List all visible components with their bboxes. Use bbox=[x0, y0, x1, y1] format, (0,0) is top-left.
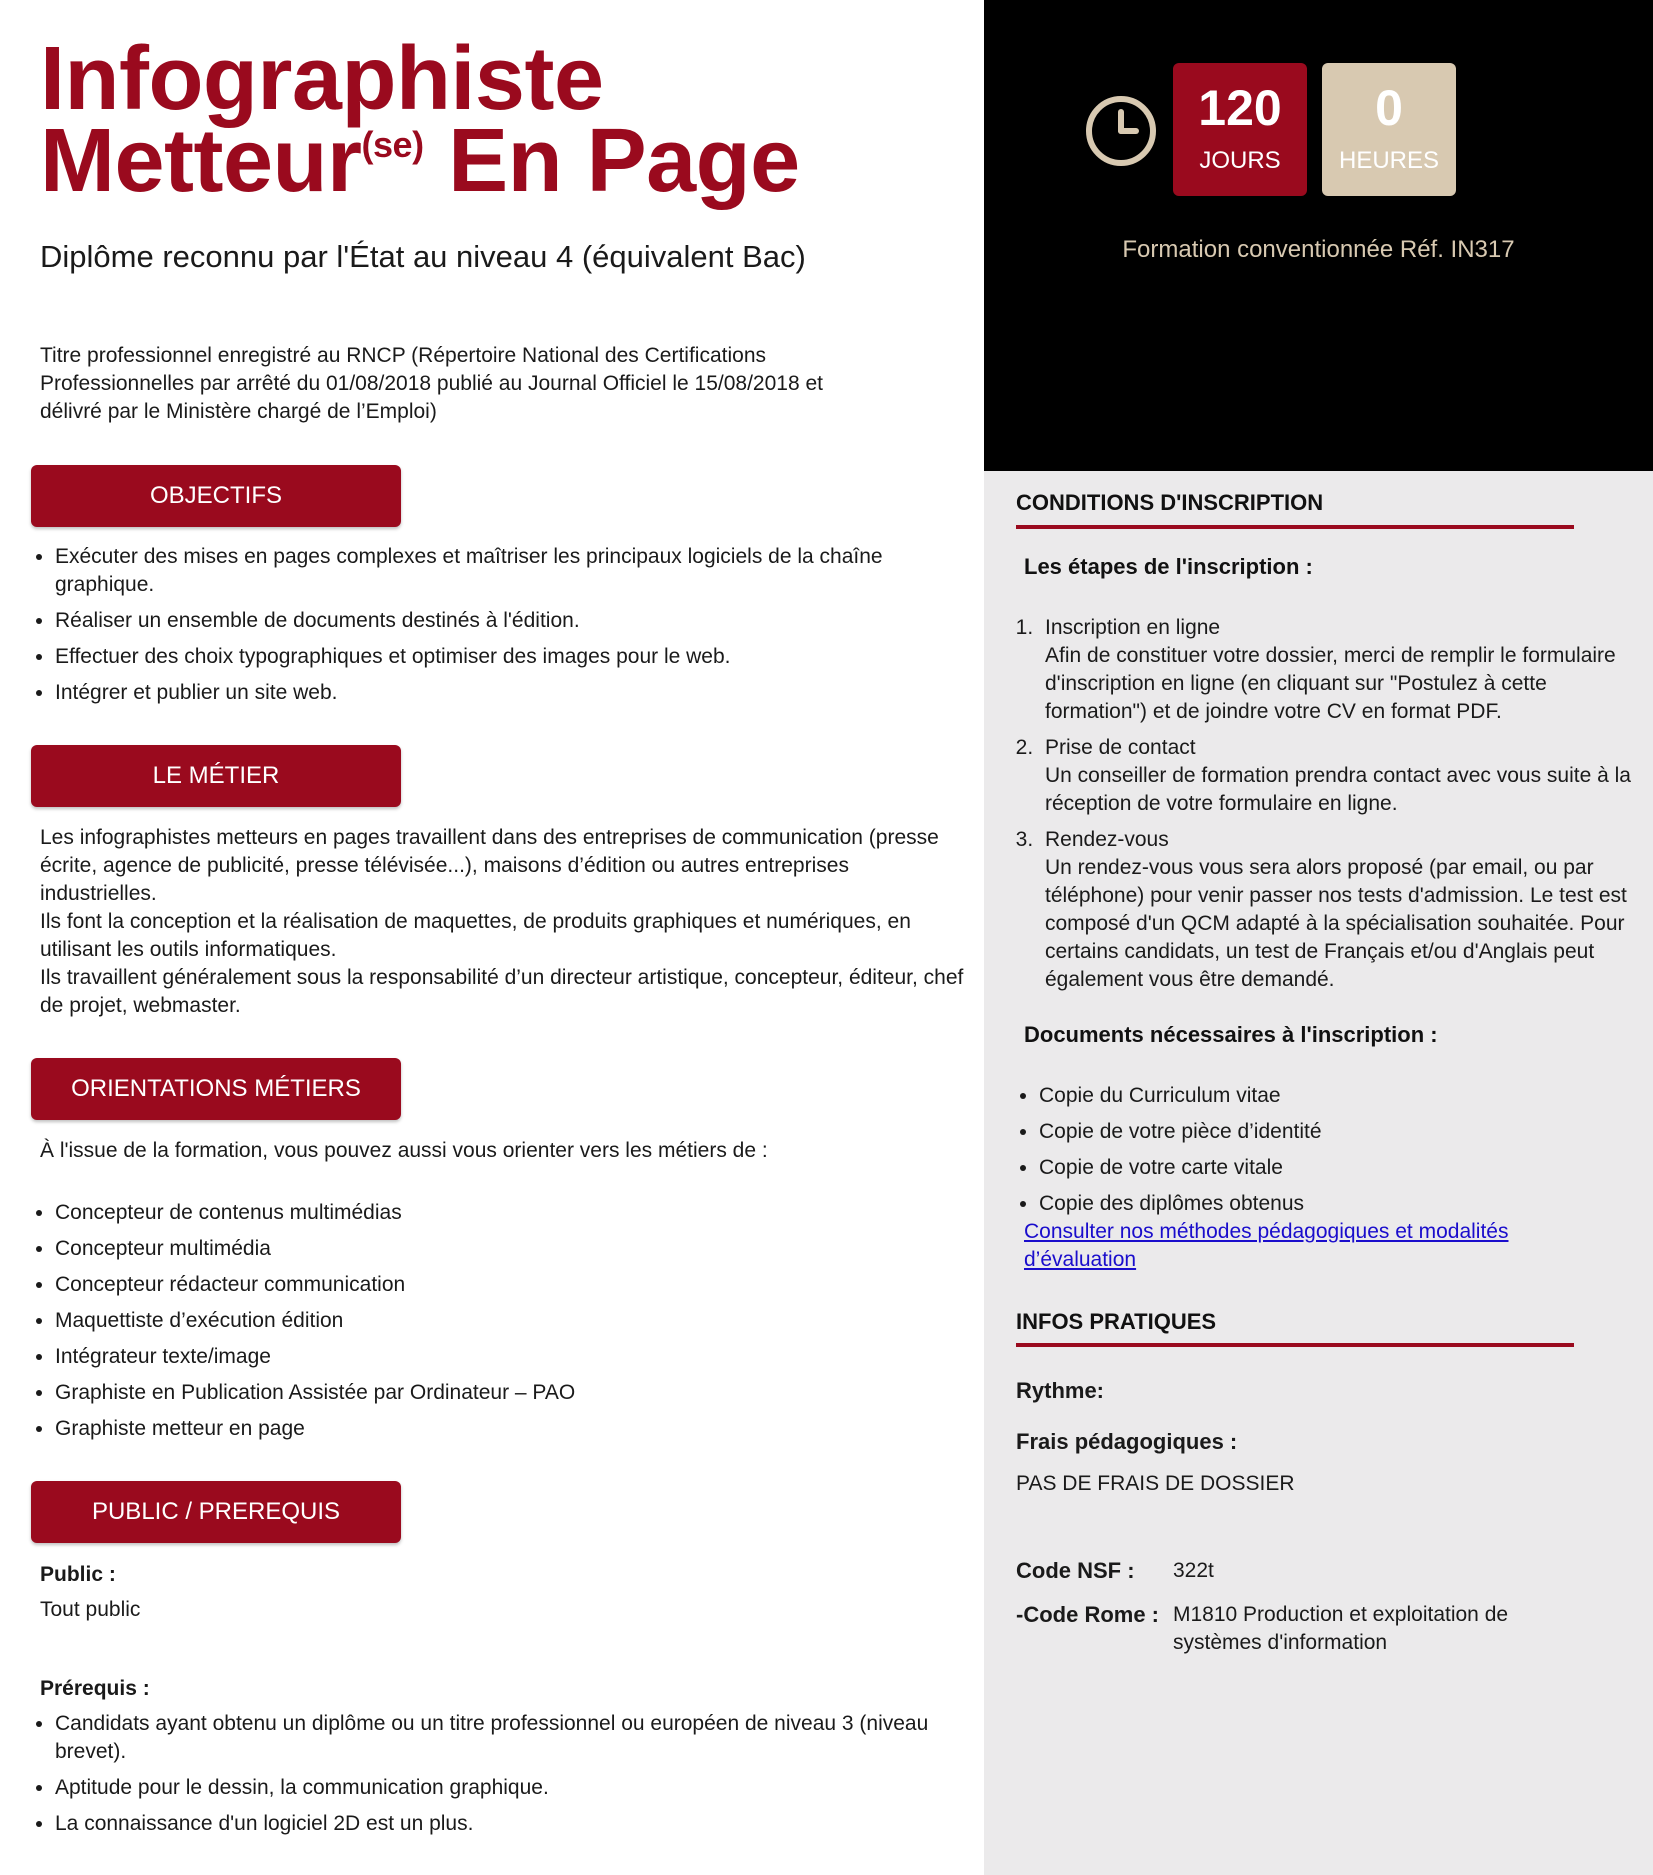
list-item bbox=[1039, 826, 1639, 994]
list-item: • Copie de votre pièce d’identité bbox=[1039, 1118, 1322, 1146]
days-label: JOURS bbox=[1199, 147, 1281, 174]
list-item: • Concepteur rédacteur communication bbox=[55, 1271, 975, 1299]
nsf-label: Code NSF : bbox=[1016, 1558, 1135, 1583]
title-line2-a: Metteur bbox=[40, 111, 362, 211]
metier-paragraph: Les infographistes metteurs en pages travaillent dans des entreprises de communication (presse écrite, agence de publicité, presse télévisée...), maisons d’édition ou autres entreprises industrielles. bbox=[40, 826, 939, 905]
diploma-subtitle: Diplôme reconnu par l'État au niveau 4 (équivalent Bac) bbox=[40, 239, 806, 274]
prereq-list bbox=[30, 1710, 955, 1846]
frais-label: Frais pédagogiques : bbox=[1016, 1429, 1238, 1454]
page-title bbox=[40, 29, 800, 211]
list-item: • La connaissance d'un logiciel 2D est un plus. bbox=[55, 1810, 955, 1838]
objectifs-header: OBJECTIFS bbox=[31, 465, 401, 527]
list-item bbox=[1039, 614, 1639, 726]
public-value: Tout public bbox=[40, 1598, 141, 1621]
section-divider bbox=[1016, 525, 1574, 529]
list-item: • Maquettiste d’exécution édition bbox=[55, 1307, 975, 1335]
objectifs-list bbox=[30, 543, 975, 715]
rome-value: M1810 Production et exploitation de systèmes d'information bbox=[1173, 1603, 1509, 1654]
list-item: • Concepteur de contenus multimédias bbox=[55, 1199, 975, 1227]
list-item: • Copie des diplômes obtenus bbox=[1039, 1190, 1322, 1218]
steps-list bbox=[1008, 614, 1639, 1002]
step-title: 2. Prise de contact bbox=[1045, 736, 1196, 759]
nsf-value: 322t bbox=[1173, 1559, 1214, 1582]
list-item: • Réaliser un ensemble de documents destinés à l'édition. bbox=[55, 607, 975, 635]
infos-heading: INFOS PRATIQUES bbox=[1016, 1309, 1217, 1334]
list-item: • Effectuer des choix typographiques et optimiser des images pour le web. bbox=[55, 643, 975, 671]
metier-paragraph: Ils font la conception et la réalisation de maquettes, de produits graphiques et numériques, en utilisant les outils informatiques. bbox=[40, 910, 911, 961]
step-text: Un conseiller de formation prendra contact avec vous suite à la réception de votre formulaire en ligne. bbox=[1045, 764, 1631, 815]
days-box bbox=[1173, 63, 1307, 196]
metier-header: LE MÉTIER bbox=[31, 745, 401, 807]
step-text: Un rendez-vous vous sera alors proposé (par email, ou par téléphone) pour venir passer nos tests d'admission. Le test est composé d'un QCM adapté à la spécialisation souhaitée. Pour certains candidats, un test de Français et/ou d'Anglais peut également vous être demandé. bbox=[1045, 856, 1627, 991]
step-title: 3. Rendez-vous bbox=[1045, 828, 1169, 851]
title-superscript: (se) bbox=[361, 124, 424, 165]
list-item: • Intégrer et publier un site web. bbox=[55, 679, 975, 707]
clock-icon bbox=[1084, 94, 1158, 168]
metier-paragraph: Ils travaillent généralement sous la responsabilité d’un directeur artistique, concepteur, éditeur, chef de projet, webmaster. bbox=[40, 966, 964, 1017]
prereq-label: Prérequis : bbox=[40, 1677, 150, 1700]
list-item: • Copie de votre carte vitale bbox=[1039, 1154, 1322, 1182]
step-text: Afin de constituer votre dossier, merci de remplir le formulaire d'inscription en ligne (en cliquant sur "Postulez à cette formation") et de joindre votre CV en format PDF. bbox=[1045, 644, 1616, 723]
steps-label: Les étapes de l'inscription : bbox=[1024, 554, 1313, 579]
frais-value: PAS DE FRAIS DE DOSSIER bbox=[1016, 1472, 1295, 1495]
list-item: • Concepteur multimédia bbox=[55, 1235, 975, 1263]
list-item: • Copie du Curriculum vitae bbox=[1039, 1082, 1322, 1110]
title-line2-b: En Page bbox=[423, 111, 800, 211]
list-item bbox=[1039, 734, 1639, 818]
rncp-text: Titre professionnel enregistré au RNCP (Répertoire National des Certifications Professionnelles par arrêté du 01/08/2018 publié au Journal Officiel le 15/08/2018 et délivré par le Ministère chargé de l’Emploi) bbox=[40, 344, 823, 423]
list-item: • Exécuter des mises en pages complexes et maîtriser les principaux logiciels de la chaîne graphique. bbox=[55, 543, 975, 599]
step-title: 1. Inscription en ligne bbox=[1045, 616, 1221, 639]
hours-label: HEURES bbox=[1338, 147, 1440, 174]
orientations-list bbox=[30, 1199, 975, 1451]
orientations-header: ORIENTATIONS MÉTIERS bbox=[31, 1058, 401, 1120]
inscription-heading: CONDITIONS D'INSCRIPTION bbox=[1016, 490, 1324, 515]
methodes-link[interactable]: Consulter nos méthodes pédagogiques et modalités d’évaluation bbox=[1024, 1220, 1509, 1271]
convention-ref: Formation conventionnée Réf. IN317 bbox=[1122, 236, 1515, 263]
rythme-label: Rythme: bbox=[1016, 1378, 1105, 1403]
public-label: Public : bbox=[40, 1563, 116, 1586]
list-item: • Aptitude pour le dessin, la communication graphique. bbox=[55, 1774, 955, 1802]
list-item: • Graphiste en Publication Assistée par Ordinateur – PAO bbox=[55, 1379, 975, 1407]
docs-list bbox=[1014, 1082, 1322, 1226]
rome-label: -Code Rome : bbox=[1016, 1602, 1159, 1627]
hours-value: 0 bbox=[1375, 80, 1403, 136]
list-item: • Graphiste metteur en page bbox=[55, 1415, 975, 1443]
list-item: • Candidats ayant obtenu un diplôme ou un titre professionnel ou européen de niveau 3 (niveau brevet). bbox=[55, 1710, 955, 1766]
section-divider bbox=[1016, 1343, 1574, 1347]
hours-box bbox=[1322, 63, 1456, 196]
list-item: • Intégrateur texte/image bbox=[55, 1343, 975, 1371]
metier-text bbox=[40, 824, 970, 1020]
orientations-intro: À l'issue de la formation, vous pouvez aussi vous orienter vers les métiers de : bbox=[40, 1139, 768, 1162]
public-header: PUBLIC / PREREQUIS bbox=[31, 1481, 401, 1543]
days-value: 120 bbox=[1198, 80, 1282, 136]
docs-label: Documents nécessaires à l'inscription : bbox=[1024, 1022, 1438, 1047]
title-line1: Infographiste bbox=[40, 29, 604, 129]
